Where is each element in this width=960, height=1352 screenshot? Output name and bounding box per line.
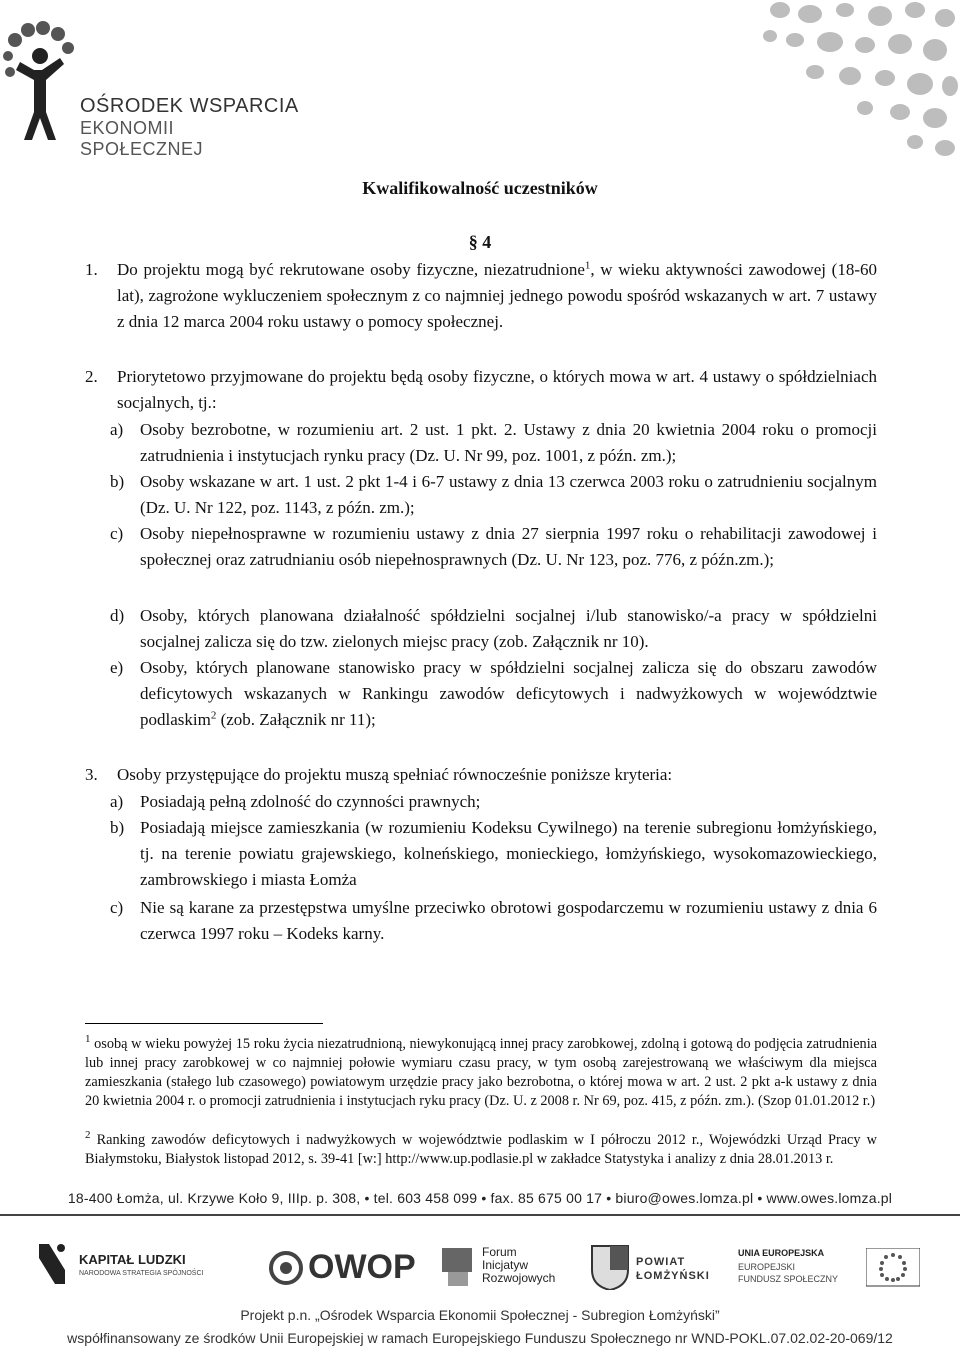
list-item — [110, 469, 877, 521]
list-item-text: Osoby bezrobotne, w rozumieniu art. 2 ust. 1 pkt. 2. Ustawy z dnia 20 kwietnia 2004 roku o promocji zatrudnienia i instytucjach rynku pracy (Dz. U. Nr 99, poz. 1001, z późn. zm.); — [140, 420, 877, 465]
forum-icon — [440, 1244, 476, 1288]
footnote-ref-1[interactable]: 1 — [584, 259, 591, 272]
decorative-stones-icon — [740, 0, 960, 160]
paragraph-number: 3. — [85, 765, 98, 784]
list-item — [110, 895, 877, 947]
footnote-number: 1 — [85, 1033, 91, 1046]
paragraph-2 — [85, 364, 877, 416]
forum-inicjatyw-logo: Forum Inicjatyw Rozwojowych — [440, 1244, 570, 1294]
project-name: Projekt p.n. „Ośrodek Wsparcia Ekonomii Społecznej - Subregion Łomżyński” — [240, 1307, 720, 1323]
owop-icon — [268, 1250, 304, 1286]
list-item-label: a) — [110, 792, 124, 811]
footnote-divider — [85, 1023, 323, 1024]
cofinancing-note: współfinansowany ze środków Unii Europejskiej w ramach Europejskiego Funduszu Społecznego nr WND-POKL.07.02.02-20-069/12 — [67, 1330, 893, 1346]
paragraph-text: Do projektu mogą być rekrutowane osoby fizyczne, niezatrudnione — [117, 260, 585, 279]
list-item — [110, 603, 877, 655]
list-item-text: Nie są karane za przestępstwa umyślne przeciwko obrotowi gospodarczemu w rozumieniu ustawy z dnia 6 czerwca 1997 roku – Kodeks karny. — [140, 898, 877, 943]
paragraph-1 — [85, 257, 877, 335]
list-item-text: Osoby, których planowane stanowisko pracy w spółdzielni socjalnej zalicza się do obszaru zawodów deficytowych wskazanych w Rankingu zawodów deficytowych i nadwyżkowych w województwie podlaskim — [140, 658, 877, 729]
list-item — [110, 789, 877, 815]
paragraph-number: 1. — [85, 260, 98, 279]
footnote-2 — [85, 1131, 877, 1169]
kapital-ludzki-icon — [35, 1240, 71, 1288]
list-item-label: a) — [110, 420, 124, 439]
owes-figure-icon — [0, 0, 80, 150]
footnote-number: 2 — [85, 1129, 91, 1142]
paragraph-number: 2. — [85, 367, 98, 386]
header-logo — [0, 0, 300, 159]
footnote-text: osobą w wieku powyżej 15 roku życia niezatrudnioną, niewykonującą innej pracy zarobkowej, zdolną i gotową do podjęcia zatrudnienia lub innej pracy zarobkowej w co najmniej połowie wymiaru czasu pracy, w tym osobą zarejestrowaną we właściwym dla miejsca zamieszkania (stałego lub czasowego) powiatowym urzędzie pracy jako bezrobotna, o której mowa w art. 2 ust. 2 pkt a-k ustawy z dnia 20 kwietnia 2004 r. o promocji zatrudnienia i instytucjach ryku pracy (Dz. U. z 2008 r. Nr 69, poz. 415, z późn. zm.). (Szop 01.01.2012 r.) — [85, 1036, 878, 1109]
kapital-ludzki-logo: KAPITAŁ LUDZKI NARODOWA STRATEGIA SPÓJNOŚCI — [35, 1240, 225, 1290]
list-item-label: b) — [110, 472, 125, 491]
powiat-lomzynski-logo: POWIAT ŁOMŻYŃSKI — [590, 1244, 720, 1294]
page-title: Kwalifikowalność uczestników — [362, 178, 598, 198]
list-item-text: Posiadają pełną zdolność do czynności prawnych; — [140, 792, 481, 811]
paragraph-text: Priorytetowo przyjmowane do projektu będą osoby fizyczne, o których mowa w art. 4 ustawy o spółdzielniach socjalnych, tj.: — [117, 367, 877, 412]
footer-divider — [0, 1214, 960, 1216]
org-name-line2: EKONOMII SPOŁECZNEJ — [80, 118, 204, 159]
list-item-label: b) — [110, 818, 125, 837]
list-item-text: Osoby wskazane w art. 1 ust. 2 pkt 1-4 i 6-7 ustawy z dnia 13 czerwca 2003 roku o zatrudnieniu socjalnym (Dz. U. Nr 122, poz. 1143, z późn. zm.); — [140, 472, 877, 517]
org-name-line1: OŚRODEK WSPARCIA — [80, 95, 299, 117]
paragraph-text: , w wieku aktywności zawodowej (18-60 lat), zagrożone wykluczeniem społecznym z co najmniej jednego powodu spośród wskazanych w art. 7 ustawy z dnia 12 marca 2004 roku ustawy o pomocy społecznej. — [117, 260, 877, 331]
paragraph-text: Osoby przystępujące do projektu muszą spełniać równocześnie poniższe kryteria: — [117, 765, 673, 784]
list-item-text: Osoby, których planowana działalność spółdzielni socjalnej i/lub stanowisko/-a pracy w spółdzielni socjalnej zalicza się do tzw. zielonych miejsc pracy (zob. Załącznik nr 10). — [140, 606, 877, 651]
list-item — [110, 655, 877, 733]
list-item-text: Posiadają miejsce zamieszkania (w rozumieniu Kodeksu Cywilnego) na terenie subregionu łomżyńskiego, tj. na terenie powiatu grajewskiego, kolneńskiego, monieckiego, łomżyńskiego, wysokomazowieckiego, zambrowskiego i miasta Łomża — [140, 818, 877, 889]
list-item — [110, 521, 877, 573]
section-number: § 4 — [468, 232, 492, 252]
list-item-label: c) — [110, 898, 124, 917]
list-item-label: d) — [110, 606, 125, 625]
list-item-text: Osoby niepełnosprawne w rozumieniu ustawy z dnia 27 sierpnia 1997 roku o rehabilitacji zawodowej i społecznej oraz zatrudnianiu osób niepełnosprawnych (Dz. U. Nr 123, poz. 776, z późn.zm.); — [140, 524, 877, 569]
list-item-text: (zob. Załącznik nr 11); — [216, 710, 376, 729]
list-item-label: c) — [110, 524, 124, 543]
paragraph-3 — [85, 762, 877, 788]
footnote-ref-2[interactable]: 2 — [210, 709, 217, 722]
list-item-label: e) — [110, 658, 124, 677]
footnote-1 — [85, 1035, 877, 1111]
list-item — [110, 417, 877, 469]
coat-of-arms-icon — [590, 1244, 630, 1290]
list-item — [110, 815, 877, 893]
eu-flag-icon — [866, 1248, 920, 1288]
footnote-text: Ranking zawodów deficytowych i nadwyżkowych w województwie podlaskim w I półroczu 2012 r., Wojewódzki Urząd Pracy w Białymstoku, Białystok listopad 2012, s. 39-41 [w:] http://www.up.podlasie.pl w zakładce Statystyka i analizy z dnia 28.01.2013 r. — [85, 1132, 877, 1167]
contact-line: 18-400 Łomża, ul. Krzywe Koło 9, IIIp. p. 308, • tel. 603 458 099 • fax. 85 675 00 17 • biuro@owes.lomza.pl • www.owes.lomza.pl — [67, 1190, 893, 1206]
unia-europejska-logo: UNIA EUROPEJSKA EUROPEJSKI FUNDUSZ SPOŁECZNY — [738, 1248, 938, 1292]
owop-logo: OWOP — [268, 1250, 408, 1290]
